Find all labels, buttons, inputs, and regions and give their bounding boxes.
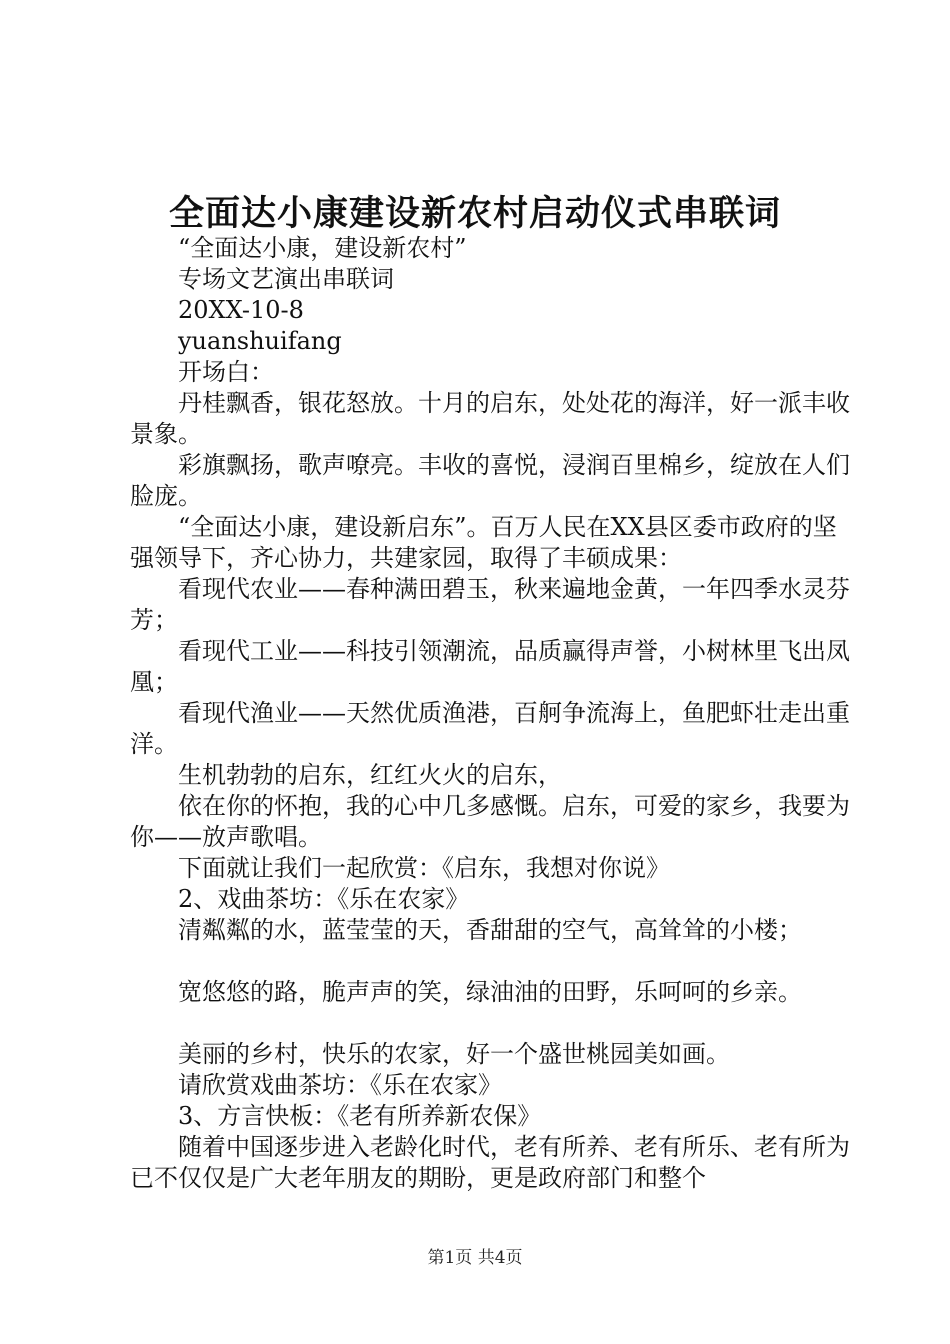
paragraph: “全面达小康，建设新启东”。百万人民在XX县区委市政府的坚强领导下，齐心协力，共建家园，取得了丰硕成果：: [130, 513, 837, 572]
paragraph: 看现代农业——春种满田碧玉，秋来遍地金黄，一年四季水灵芬芳；: [130, 575, 850, 634]
author-line: yuanshuifang: [178, 327, 342, 355]
document-title: 全面达小康建设新农村启动仪式串联词: [168, 194, 781, 234]
paragraph: 依在你的怀抱，我的心中几多感慨。启东，可爱的家乡，我要为你——放声歌唱。: [130, 792, 850, 851]
section-heading: 3、方言快板：《老有所养新农保》: [178, 1102, 542, 1130]
page-number: 第1页 共4页: [427, 1248, 523, 1268]
paragraph: 丹桂飘香，银花怒放。十月的启东，处处花的海洋，好一派丰收景象。: [130, 389, 850, 448]
paragraph: 美丽的乡村，快乐的农家，好一个盛世桃园美如画。: [178, 1040, 730, 1068]
document-body: [130, 233, 850, 1194]
paragraph: 随着中国逐步进入老龄化时代，老有所养、老有所乐、老有所为已不仅仅是广大老年朋友的期盼，更是政府部门和整个: [130, 1133, 850, 1192]
blank-line: [130, 1008, 850, 1039]
subtitle-line: 专场文艺演出串联词: [178, 265, 394, 293]
paragraph: 生机勃勃的启东，红红火火的启东，: [178, 761, 562, 789]
section-heading: 开场白：: [178, 358, 274, 386]
paragraph: 下面就让我们一起欣赏：《启东，我想对你说》: [178, 854, 670, 882]
paragraph: 看现代工业——科技引领潮流，品质赢得声誉，小树林里飞出凤凰；: [130, 637, 850, 696]
paragraph: 彩旗飘扬，歌声嘹亮。丰收的喜悦，浸润百里棉乡，绽放在人们脸庞。: [130, 451, 850, 510]
paragraph: 看现代渔业——天然优质渔港，百舸争流海上，鱼肥虾壮走出重洋。: [130, 699, 850, 758]
date-line: 20XX-10-8: [178, 296, 304, 324]
subtitle-line: “全面达小康，建设新农村”: [178, 234, 467, 262]
paragraph: 清粼粼的水，蓝莹莹的天，香甜甜的空气，高耸耸的小楼；: [178, 916, 802, 944]
section-heading: 2、戏曲茶坊：《乐在农家》: [178, 885, 470, 913]
paragraph: 请欣赏戏曲茶坊：《乐在农家》: [178, 1071, 502, 1099]
paragraph: 宽悠悠的路，脆声声的笑，绿油油的田野，乐呵呵的乡亲。: [178, 978, 802, 1006]
blank-line: [130, 946, 850, 977]
